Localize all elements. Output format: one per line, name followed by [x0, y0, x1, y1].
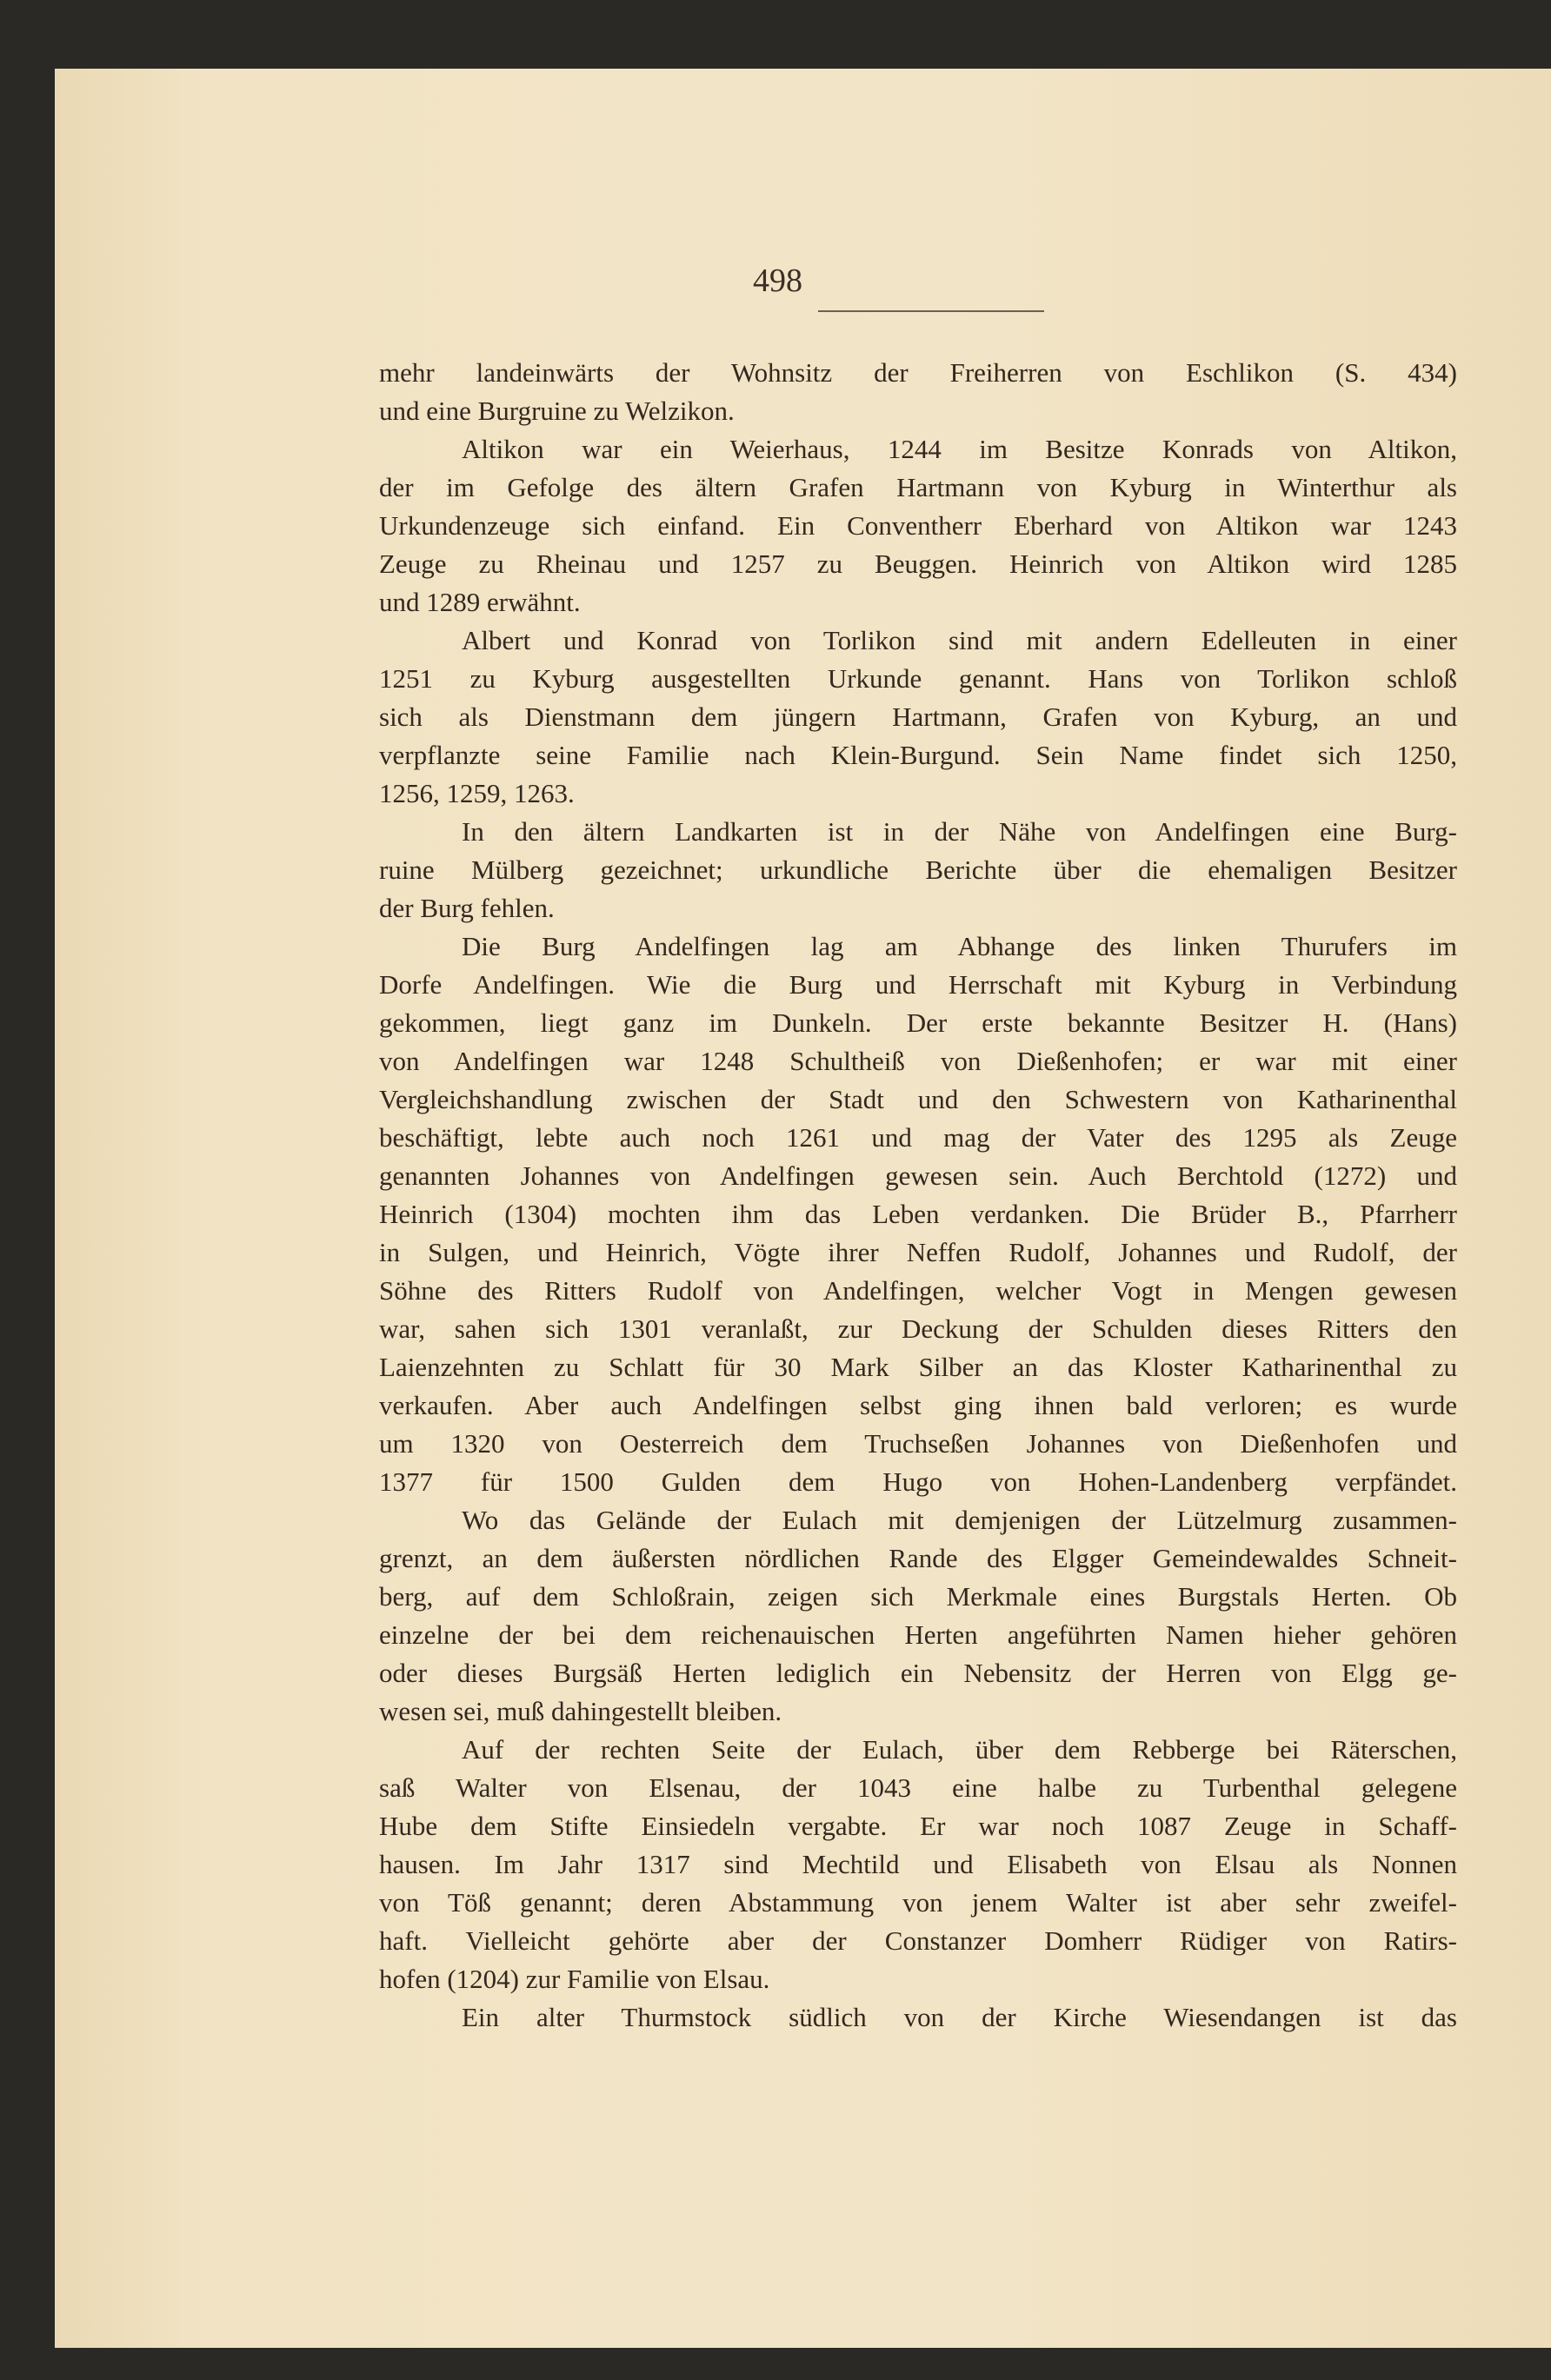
text-line: Hube dem Stifte Einsiedeln vergabte. Er war noch 1087 Zeuge in Schaff- — [379, 1811, 1457, 1841]
text-line: sich als Dienstmann dem jüngern Hartmann, Grafen von Kyburg, an und — [379, 701, 1457, 732]
text-line: genannten Johannes von Andelfingen gewesen sein. Auch Berchtold (1272) und — [379, 1160, 1457, 1191]
text-line: und eine Burgruine zu Welzikon. — [379, 396, 735, 426]
text-line: in Sulgen, und Heinrich, Vögte ihrer Neffen Rudolf, Johannes und Rudolf, der — [379, 1237, 1457, 1267]
text-line: haft. Vielleicht gehörte aber der Constanzer Domherr Rüdiger von Ratirs- — [379, 1925, 1457, 1956]
text-line: 1377 für 1500 Gulden dem Hugo von Hohen-Landenberg verpfändet. — [379, 1466, 1457, 1497]
text-line: oder dieses Burgsäß Herten lediglich ein Nebensitz der Herren von Elgg ge- — [379, 1658, 1457, 1688]
text-line: 1251 zu Kyburg ausgestellten Urkunde genannt. Hans von Torlikon schloß — [379, 663, 1457, 694]
text-line: und 1289 erwähnt. — [379, 587, 581, 617]
text-line: war, sahen sich 1301 veranlaßt, zur Deckung der Schulden dieses Ritters den — [379, 1313, 1457, 1344]
text-line: Söhne des Ritters Rudolf von Andelfingen, welcher Vogt in Mengen gewesen — [379, 1275, 1457, 1306]
text-line: Urkundenzeuge sich einfand. Ein Conventherr Eberhard von Altikon war 1243 — [379, 510, 1457, 541]
text-line: mehr landeinwärts der Wohnsitz der Freiherren von Eschlikon (S. 434) — [379, 357, 1457, 388]
body-text — [379, 354, 1457, 2037]
text-line: Vergleichshandlung zwischen der Stadt und den Schwestern von Katharinenthal — [379, 1084, 1457, 1114]
text-line: Zeuge zu Rheinau und 1257 zu Beuggen. Heinrich von Altikon wird 1285 — [379, 548, 1457, 579]
text-line: von Töß genannt; deren Abstammung von jenem Walter ist aber sehr zweifel- — [379, 1887, 1457, 1918]
text-line: um 1320 von Oesterreich dem Truchseßen Johannes von Dießenhofen und — [379, 1428, 1457, 1459]
text-line: Laienzehnten zu Schlatt für 30 Mark Silber an das Kloster Katharinenthal zu — [379, 1352, 1457, 1382]
text-line: gekommen, liegt ganz im Dunkeln. Der erste bekannte Besitzer H. (Hans) — [379, 1007, 1457, 1038]
text-line: Ein alter Thurmstock südlich von der Kirche Wiesendangen ist das — [462, 2002, 1457, 2032]
text-line: Die Burg Andelfingen lag am Abhange des linken Thurufers im — [462, 931, 1457, 961]
scanned-page — [55, 69, 1551, 2348]
text-line: der im Gefolge des ältern Grafen Hartmann von Kyburg in Winterthur als — [379, 472, 1457, 502]
text-line: Wo das Gelände der Eulach mit demjenigen der Lützelmurg zusammen- — [462, 1505, 1457, 1535]
text-line: beschäftigt, lebte auch noch 1261 und mag der Vater des 1295 als Zeuge — [379, 1122, 1457, 1153]
header-rule — [818, 310, 1044, 312]
text-line: saß Walter von Elsenau, der 1043 eine halbe zu Turbenthal gelegene — [379, 1772, 1457, 1803]
text-line: ruine Mülberg gezeichnet; urkundliche Berichte über die ehemaligen Besitzer — [379, 854, 1457, 885]
text-line: 1256, 1259, 1263. — [379, 778, 575, 808]
text-line: von Andelfingen war 1248 Schultheiß von Dießenhofen; er war mit einer — [379, 1046, 1457, 1076]
text-line: verpflanzte seine Familie nach Klein-Burgund. Sein Name findet sich 1250, — [379, 740, 1457, 770]
page-number-wrap — [55, 262, 1551, 300]
text-line: der Burg fehlen. — [379, 893, 555, 923]
text-line: hofen (1204) zur Familie von Elsau. — [379, 1964, 770, 1994]
text-line: In den ältern Landkarten ist in der Nähe von Andelfingen eine Burg- — [462, 816, 1457, 847]
text-line: wesen sei, muß dahingestellt bleiben. — [379, 1696, 782, 1726]
text-line: Albert und Konrad von Torlikon sind mit andern Edelleuten in einer — [462, 625, 1457, 655]
text-line: berg, auf dem Schloßrain, zeigen sich Merkmale eines Burgstals Herten. Ob — [379, 1581, 1457, 1612]
text-line: Altikon war ein Weierhaus, 1244 im Besitze Konrads von Altikon, — [462, 434, 1457, 464]
page-number: 498 — [753, 263, 802, 299]
text-line: hausen. Im Jahr 1317 sind Mechtild und Elisabeth von Elsau als Nonnen — [379, 1849, 1457, 1879]
text-line: Dorfe Andelfingen. Wie die Burg und Herrschaft mit Kyburg in Verbindung — [379, 969, 1457, 1000]
text-line: grenzt, an dem äußersten nördlichen Rande des Elgger Gemeindewaldes Schneit- — [379, 1543, 1457, 1573]
text-line: einzelne der bei dem reichenauischen Herten angeführten Namen hieher gehören — [379, 1619, 1457, 1650]
text-line: Auf der rechten Seite der Eulach, über dem Rebberge bei Räterschen, — [462, 1734, 1457, 1765]
text-line: Heinrich (1304) mochten ihm das Leben verdanken. Die Brüder B., Pfarrherr — [379, 1199, 1457, 1229]
text-line: verkaufen. Aber auch Andelfingen selbst ging ihnen bald verloren; es wurde — [379, 1390, 1457, 1420]
